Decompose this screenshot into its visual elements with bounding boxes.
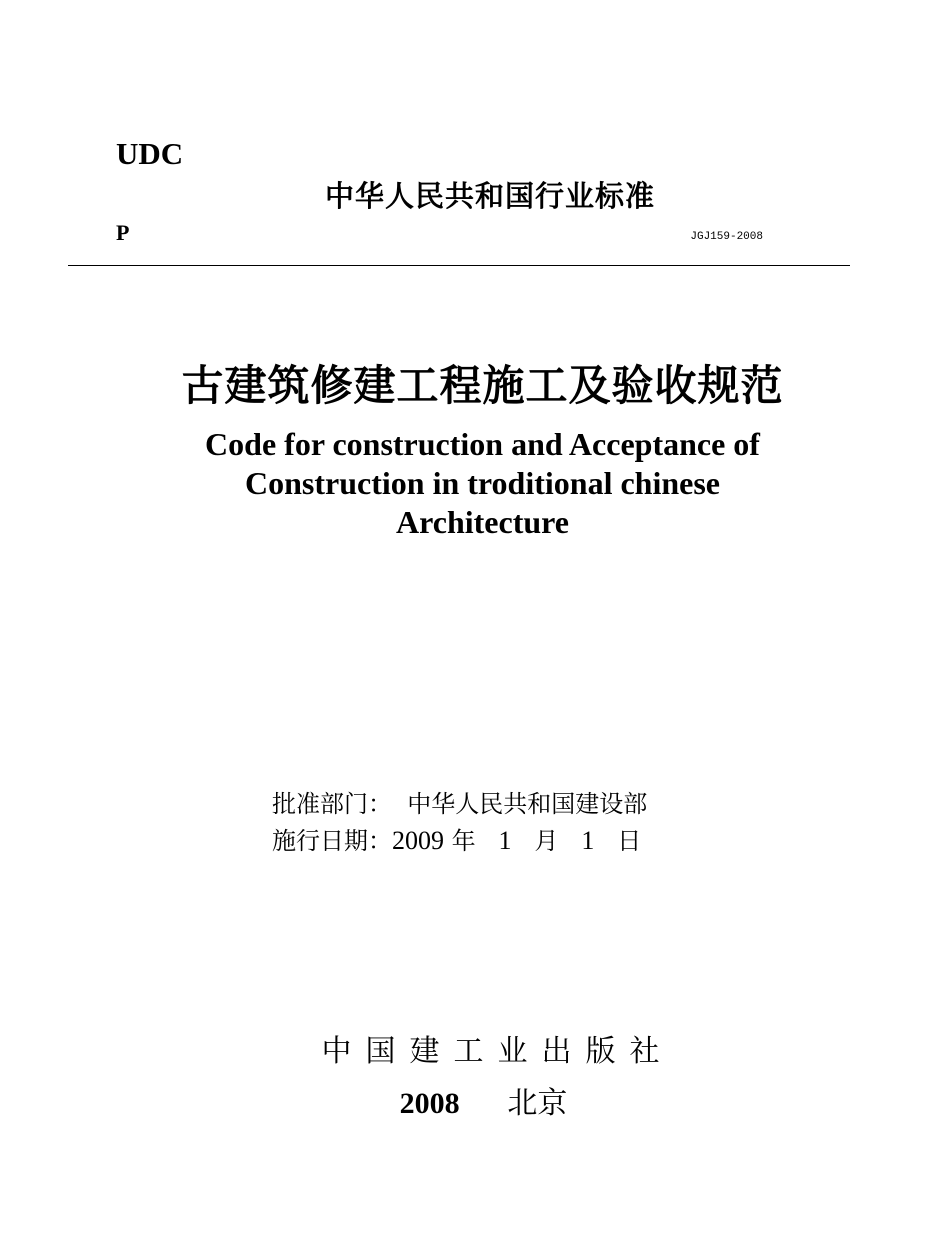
- title-english-line-2: Construction in troditional chinese: [245, 465, 720, 501]
- approval-value: 中华人民共和国建设部: [407, 790, 648, 818]
- industry-standard-heading: 中华人民共和国行业标准: [324, 179, 655, 213]
- effective-month: 1: [498, 826, 512, 855]
- title-english-line-3: Architecture: [396, 504, 569, 540]
- effective-year: 2009: [392, 826, 444, 855]
- approval-line: [272, 786, 647, 822]
- udc-label: UDC: [116, 136, 184, 171]
- publication-year: 2008: [399, 1087, 460, 1120]
- standard-code: JGJ159-2008: [690, 231, 763, 243]
- effective-day-unit: 日: [617, 827, 642, 855]
- effective-year-unit: 年: [451, 827, 476, 855]
- publisher-name: 中国建工业出版社: [321, 1034, 674, 1069]
- title-english-line-1: Code for construction and Acceptance of: [205, 426, 760, 462]
- effective-label: 施行日期：: [272, 827, 392, 855]
- effective-month-unit: 月: [534, 827, 559, 855]
- effective-date-line: [272, 823, 641, 859]
- header-divider: [68, 265, 850, 266]
- title-chinese: 古建筑修建工程施工及验收规范: [181, 361, 784, 410]
- approval-label: 批准部门：: [272, 790, 392, 818]
- effective-day: 1: [581, 826, 595, 855]
- category-label: P: [116, 220, 130, 245]
- publication-city: 北京: [507, 1086, 568, 1121]
- publication-line: [200, 1082, 767, 1126]
